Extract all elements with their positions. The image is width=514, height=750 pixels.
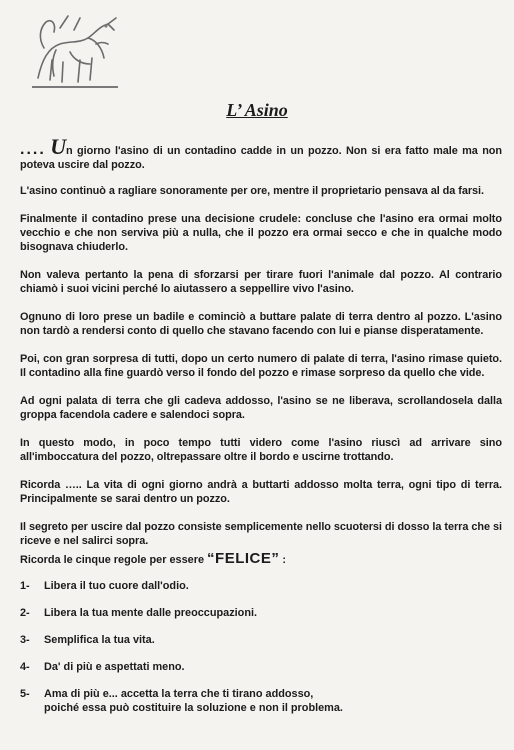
list-item [20, 606, 502, 620]
rule-number: 1- [20, 580, 30, 592]
rule-number: 2- [20, 607, 30, 619]
rules-list [20, 579, 502, 715]
donkey-illustration [30, 8, 122, 96]
paragraph: Il segreto per uscire dal pozzo consiste semplicemente nello scuotersi di dosso la terra che si riceve e nel salirci sopra. [20, 521, 502, 547]
document-body [20, 134, 503, 728]
paragraph: Poi, con gran sorpresa di tutti, dopo un certo numero di palate di terra, l'asino rimase quieto. Il contadino alla fine guardò verso il fondo del pozzo e rimase sorpreso da quello che vide. [20, 353, 502, 379]
intro-initial: U [50, 134, 67, 159]
rule-number: 3- [20, 634, 30, 646]
list-item [20, 579, 502, 593]
paragraph-intro [20, 134, 503, 172]
rules-intro-text: Ricorda le cinque regole per essere [20, 554, 208, 566]
paragraph: Ricorda ….. La vita di ogni giorno andrà a buttarti addosso molta terra, ogni tipo di terra. Principalmente se sarai dentro un pozzo. [20, 479, 502, 505]
rule-text: Semplifica la tua vita. [44, 634, 155, 646]
page-title: L’ Asino [226, 100, 288, 120]
rules-intro [20, 550, 502, 567]
paragraph: L'asino continuò a ragliare sonoramente per ore, mentre il proprietario pensava al da farsi. [20, 185, 485, 197]
paragraph: Finalmente il contadino prese una decisione crudele: concluse che l'asino era ormai molto vecchio e che non serviva più a nulla, che il pozzo era ormai secco e che in qualche modo bisognava chiuderlo. [20, 213, 502, 253]
rule-text: Libera la tua mente dalle preoccupazioni. [44, 607, 258, 619]
rule-text-continued: poiché essa può costituire la soluzione e non il problema. [44, 702, 343, 714]
paragraph: In questo modo, in poco tempo tutti videro come l'asino riuscì ad arrivare sino all'imboccatura del pozzo, oltrepassare oltre il bordo e uscirne trottando. [20, 437, 502, 463]
paragraph: Ad ogni palata di terra che gli cadeva addosso, l'asino se ne liberava, scrollandosela dalla groppa facendola cadere e salendoci sopra. [20, 395, 502, 421]
rule-text: Da' di più e aspettati meno. [44, 661, 185, 673]
rules-intro-suffix: : [279, 554, 287, 566]
paragraph: Non valeva pertanto la pena di sforzarsi per tirare fuori l'animale dal pozzo. Al contrario chiamò i suoi vicini perché lo aiutassero a seppellire vivo l'asino. [20, 269, 502, 295]
felice-word: “FELICE” [207, 550, 280, 567]
list-item [20, 660, 502, 674]
intro-text: n giorno l'asino di un contadino cadde in un pozzo. Non si era fatto male ma non poteva uscire dal pozzo. [20, 145, 503, 171]
list-item [20, 633, 502, 647]
paragraph: Ognuno di loro prese un badile e cominciò a buttare palate di terra dentro al pozzo. L'asino non tardò a rendersi conto di quello che stavano facendo con lui e pianse disperatamente. [20, 311, 502, 337]
rule-text: Libera il tuo cuore dall'odio. [44, 580, 189, 592]
list-item [20, 687, 502, 715]
rule-text: Ama di più e... accetta la terra che ti tirano addosso, [44, 688, 314, 700]
rule-number: 4- [20, 661, 30, 673]
rule-number: 5- [20, 688, 30, 700]
intro-dots: .... [20, 141, 46, 158]
